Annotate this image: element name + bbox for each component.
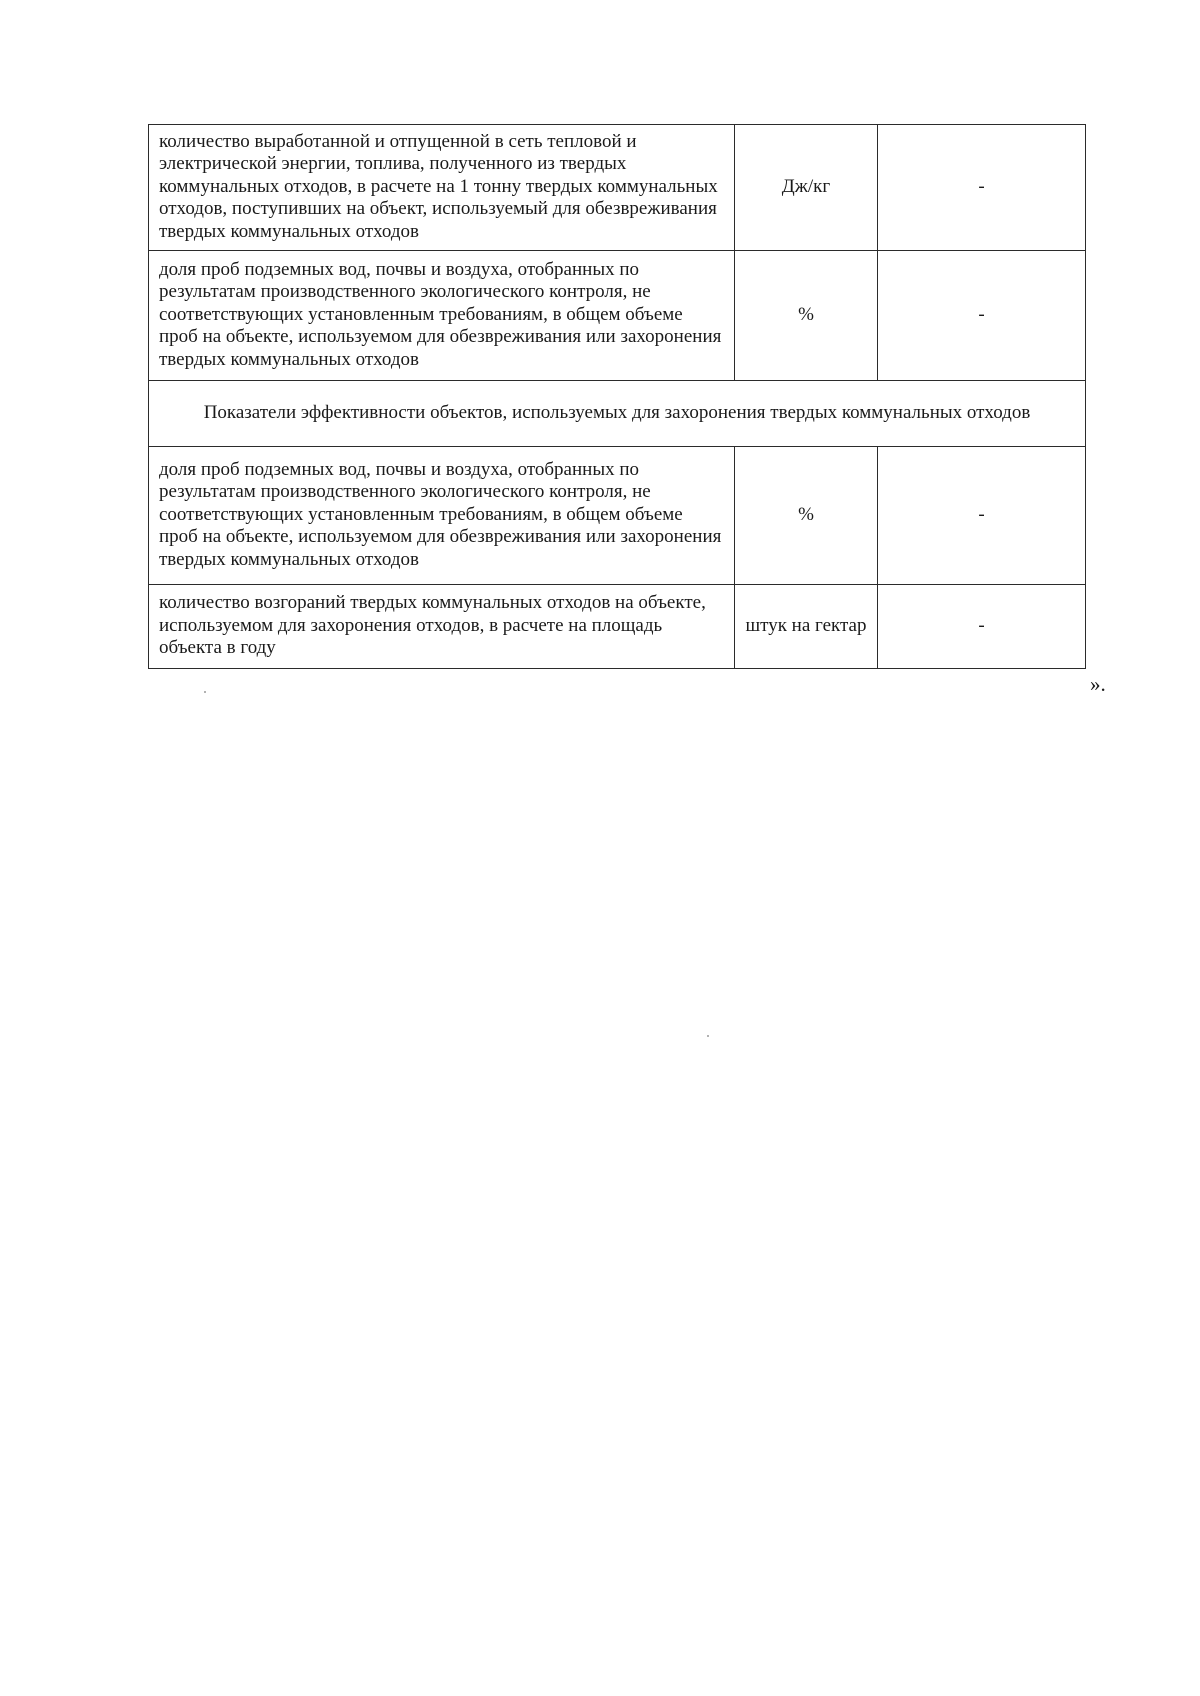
table-row — [149, 447, 1086, 585]
closing-quote: ». — [1090, 672, 1106, 696]
indicator-description: доля проб подземных вод, почвы и воздуха, отобранных по результатам производственного экологического контроля, не соответствующих установленным требованиям, в общем объеме проб на объекте, используемом для обезвреживания или захоронения твердых коммунальных отходов — [149, 251, 735, 381]
indicator-value: - — [878, 585, 1086, 669]
indicator-value: - — [878, 251, 1086, 381]
table-row — [149, 125, 1086, 251]
indicator-unit: % — [735, 447, 878, 585]
indicator-unit: Дж/кг — [735, 125, 878, 251]
indicators-table — [148, 124, 1086, 669]
table-row — [149, 251, 1086, 381]
scan-speck — [707, 1035, 709, 1037]
indicator-description: количество возгораний твердых коммунальных отходов на объекте, используемом для захоронения отходов, в расчете на площадь объекта в году — [149, 585, 735, 669]
table-row — [149, 585, 1086, 669]
indicator-value: - — [878, 447, 1086, 585]
indicator-description: доля проб подземных вод, почвы и воздуха, отобранных по результатам производственного экологического контроля, не соответствующих установленным требованиям, в общем объеме проб на объекте, используемом для обезвреживания или захоронения твердых коммунальных отходов — [149, 447, 735, 585]
section-heading: Показатели эффективности объектов, используемых для захоронения твердых коммунальных отходов — [149, 381, 1086, 447]
section-row — [149, 381, 1086, 447]
indicator-unit: штук на гектар — [735, 585, 878, 669]
indicator-value: - — [878, 125, 1086, 251]
scan-speck — [204, 691, 206, 693]
indicator-description: количество выработанной и отпущенной в сеть тепловой и электрической энергии, топлива, полученного из твердых коммунальных отходов, в расчете на 1 тонну твердых коммунальных отходов, поступивших на объект, используемый для обезвреживания твердых коммунальных отходов — [149, 125, 735, 251]
indicator-unit: % — [735, 251, 878, 381]
